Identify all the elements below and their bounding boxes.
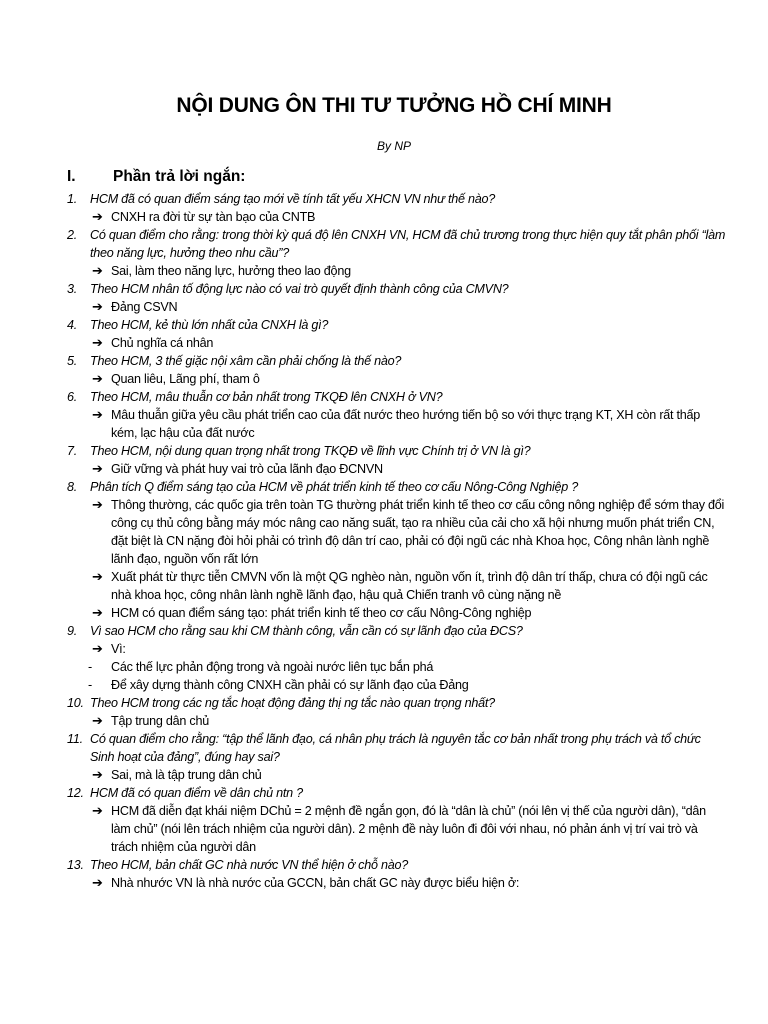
question-text: Có quan điểm cho rằng: trong thời kỳ quá độ lên CNXH VN, HCM đã chủ trương trong thực hiện quy tắt phân phối “làm theo năng lực, hưởng theo nhu cầu”? [90,228,726,260]
question-number: 9. [67,624,78,638]
dash-bullet: - [88,678,92,692]
question-item [67,388,727,406]
arrow-icon: ➔ [92,569,103,584]
question-number: 13. [67,858,84,872]
dash-list-item [67,658,727,676]
question-number: 1. [67,192,78,206]
question-number: 10. [67,696,84,710]
answer-item [67,262,727,280]
question-item [67,784,727,802]
question-number: 4. [67,318,78,332]
question-text: HCM đã có quan điểm sáng tạo mới về tính tất yếu XHCN VN như thế nào? [90,192,496,206]
answer-item [67,298,727,316]
dash-bullet: - [88,660,92,674]
question-item [67,730,727,766]
question-item [67,442,727,460]
question-text: Phân tích Q điểm sáng tạo của HCM về phát triển kinh tế theo cơ cấu Nông-Công Nghiệp ? [90,480,579,494]
arrow-icon: ➔ [92,407,103,422]
arrow-icon: ➔ [92,875,103,890]
arrow-icon: ➔ [92,803,103,818]
answer-item [67,208,727,226]
question-number: 3. [67,282,78,296]
answer-item [67,406,727,442]
document-author: By NP [376,139,411,153]
answer-text: Tập trung dân chủ [111,714,209,728]
question-text: Theo HCM nhân tố động lực nào có vai trò quyết định thành công của CMVN? [90,282,509,296]
answer-text: Giữ vững và phát huy vai trò của lãnh đạo ĐCNVN [111,462,383,476]
question-text: Theo HCM, kẻ thù lớn nhất của CNXH là gì? [90,318,329,332]
question-number: 11. [67,732,83,746]
answer-text: HCM có quan điểm sáng tạo: phát triển kinh tế theo cơ cấu Nông-Công nghiệp [111,606,532,620]
answer-text: HCM đã diễn đạt khái niệm DChủ = 2 mệnh đề ngắn gọn, đó là “dân là chủ” (nói lên vị thế của người dân), “dân làm chủ” (nói lên trách nhiệm của người dân). 2 mệnh đề này luôn đi đôi với nhau, nó phản ánh vị trí vai trò và trách nhiệm của người dân [111,804,706,854]
answer-text: CNXH ra đời từ sự tàn bạo của CNTB [111,210,316,224]
answer-item [67,712,727,730]
answer-text: Sai, làm theo năng lực, hưởng theo lao động [111,264,351,278]
question-item [67,352,727,370]
arrow-icon: ➔ [92,335,103,350]
dash-text: Để xây dựng thành công CNXH cần phải có sự lãnh đạo của Đảng [111,678,469,692]
question-text: Có quan điểm cho rằng: “tập thể lãnh đạo, cá nhân phụ trách là nguyên tắc cơ bản nhất trong phụ trách và tổ chức Sinh hoạt của đảng”, đúng hay sai? [90,732,701,764]
question-text: Theo HCM trong các ng tắc hoạt động đảng thị ng tắc nào quan trọng nhất? [90,696,495,710]
question-text: HCM đã có quan điểm về dân chủ ntn ? [90,786,303,800]
arrow-icon: ➔ [92,299,103,314]
answer-item [67,604,727,622]
qa-list [67,190,727,892]
section-heading [67,168,245,186]
arrow-icon: ➔ [92,371,103,386]
arrow-icon: ➔ [92,713,103,728]
question-item [67,280,727,298]
answer-text: Chủ nghĩa cá nhân [111,336,214,350]
dash-text: Các thế lực phản động trong và ngoài nước liên tục bắn phá [111,660,434,674]
answer-text: Sai, mà là tập trung dân chủ [111,768,262,782]
answer-text: Đảng CSVN [111,300,178,314]
question-number: 12. [67,786,84,800]
arrow-icon: ➔ [92,767,103,782]
question-text: Vì sao HCM cho rằng sau khi CM thành công, vẫn cần có sự lãnh đạo của ĐCS? [90,624,523,638]
arrow-icon: ➔ [92,641,103,656]
answer-item [67,640,727,658]
answer-item [67,766,727,784]
answer-text: Vì: [111,642,126,656]
question-item [67,478,727,496]
answer-text: Quan liêu, Lãng phí, tham ô [111,372,260,386]
answer-item [67,568,727,604]
question-number: 8. [67,480,78,494]
answer-item [67,334,727,352]
answer-item [67,874,727,892]
question-item [67,694,727,712]
question-number: 6. [67,390,78,404]
question-item [67,316,727,334]
question-text: Theo HCM, nội dung quan trọng nhất trong TKQĐ về lĩnh vực Chính trị ở VN là gì? [90,444,531,458]
question-item [67,226,727,262]
question-number: 5. [67,354,78,368]
question-text: Theo HCM, bản chất GC nhà nước VN thể hiện ở chỗ nào? [90,858,408,872]
arrow-icon: ➔ [92,209,103,224]
section-number: I. [67,168,76,185]
document-title: NỘI DUNG ÔN THI TƯ TƯỞNG HỒ CHÍ MINH [176,94,612,117]
answer-item [67,496,727,568]
question-number: 2. [67,228,78,242]
question-item [67,622,727,640]
question-text: Theo HCM, mâu thuẫn cơ bản nhất trong TKQĐ lên CNXH ở VN? [90,390,443,404]
answer-text: Xuất phát từ thực tiễn CMVN vốn là một QG nghèo nàn, nguồn vốn ít, trình độ dân trí thấp, chưa có đội ngũ các nhà khoa học, công nhân lành nghề lãnh đạo, hậu quả Chiến tranh vô cùng nặng nề [111,570,708,602]
answer-text: Nhà nhước VN là nhà nước của GCCN, bản chất GC này được biểu hiện ở: [111,876,520,890]
arrow-icon: ➔ [92,461,103,476]
arrow-icon: ➔ [92,497,103,512]
dash-list-item [67,676,727,694]
answer-item [67,460,727,478]
answer-item [67,370,727,388]
question-number: 7. [67,444,78,458]
arrow-icon: ➔ [92,605,103,620]
answer-item [67,802,727,856]
answer-text: Mâu thuẫn giữa yêu cầu phát triển cao của đất nước theo hướng tiến bộ so với thực trạng KT, XH còn rất thấp kém, lạc hậu của đất nước [111,408,701,440]
question-item [67,856,727,874]
arrow-icon: ➔ [92,263,103,278]
answer-text: Thông thường, các quốc gia trên toàn TG thường phát triển kinh tế theo cơ cấu công nông nghiệp để sớm thay đổi công cụ thủ công bằng máy móc nâng cao năng suất, tạo ra nhiều của cải cho xã hội nhưng muốn phát triển CN, đặt biệt là CN nặng đòi hỏi phải có trình độ dân trí cao, phải có đội ngũ các nhà Khoa học, Công nhân lành nghề lãnh đạo, nguồn vốn rất lớn [111,498,725,566]
question-text: Theo HCM, 3 thế giặc nội xâm cần phải chống là thế nào? [90,354,402,368]
question-item [67,190,727,208]
section-title: Phần trả lời ngắn: [113,168,246,185]
